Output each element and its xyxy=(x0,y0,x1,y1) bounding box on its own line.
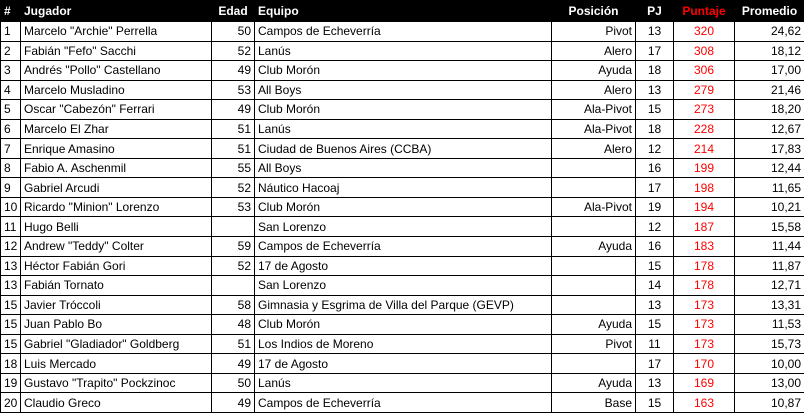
cell-position xyxy=(552,217,636,237)
cell-age: 51 xyxy=(212,119,255,139)
cell-rank: 3 xyxy=(1,61,21,81)
cell-games: 13 xyxy=(636,373,674,393)
cell-player: Andrew "Teddy" Colter xyxy=(21,237,212,257)
cell-games: 18 xyxy=(636,119,674,139)
cell-position: Ayuda xyxy=(552,315,636,335)
cell-points: 183 xyxy=(674,237,735,257)
cell-rank: 10 xyxy=(1,197,21,217)
cell-team: Gimnasia y Esgrima de Villa del Parque (GEVP) xyxy=(255,295,552,315)
table-row xyxy=(1,393,804,413)
cell-position: Alero xyxy=(552,80,636,100)
table-row xyxy=(1,80,804,100)
cell-position xyxy=(552,276,636,296)
cell-position xyxy=(552,354,636,374)
cell-age: 49 xyxy=(212,100,255,120)
cell-rank: 15 xyxy=(1,334,21,354)
header-age: Edad xyxy=(212,1,255,22)
cell-player: Marcelo "Archie" Perrella xyxy=(21,22,212,42)
table-row xyxy=(1,373,804,393)
header-player: Jugador xyxy=(21,1,212,22)
header-rank: # xyxy=(1,1,21,22)
cell-age: 51 xyxy=(212,139,255,159)
table-row xyxy=(1,334,804,354)
header-games: PJ xyxy=(636,1,674,22)
cell-average: 15,73 xyxy=(735,334,804,354)
cell-average: 21,46 xyxy=(735,80,804,100)
cell-games: 19 xyxy=(636,197,674,217)
cell-team: All Boys xyxy=(255,158,552,178)
cell-rank: 12 xyxy=(1,237,21,257)
cell-average: 10,87 xyxy=(735,393,804,413)
cell-points: 214 xyxy=(674,139,735,159)
cell-average: 11,44 xyxy=(735,237,804,257)
cell-player: Enrique Amasino xyxy=(21,139,212,159)
cell-average: 10,21 xyxy=(735,197,804,217)
cell-age: 51 xyxy=(212,334,255,354)
cell-player: Fabián "Fefo" Sacchi xyxy=(21,41,212,61)
cell-points: 320 xyxy=(674,22,735,42)
cell-team: San Lorenzo xyxy=(255,217,552,237)
cell-team: All Boys xyxy=(255,80,552,100)
cell-age: 52 xyxy=(212,41,255,61)
cell-position: Ayuda xyxy=(552,237,636,257)
cell-rank: 1 xyxy=(1,22,21,42)
cell-games: 15 xyxy=(636,393,674,413)
cell-games: 15 xyxy=(636,315,674,335)
cell-games: 17 xyxy=(636,41,674,61)
cell-position: Ala-Pivot xyxy=(552,100,636,120)
cell-player: Fabián Tornato xyxy=(21,276,212,296)
cell-team: Club Morón xyxy=(255,61,552,81)
cell-team: Club Morón xyxy=(255,100,552,120)
cell-games: 13 xyxy=(636,295,674,315)
cell-player: Gabriel "Gladiador" Goldberg xyxy=(21,334,212,354)
cell-player: Marcelo Musladino xyxy=(21,80,212,100)
cell-position: Base xyxy=(552,393,636,413)
cell-average: 11,65 xyxy=(735,178,804,198)
table-row xyxy=(1,100,804,120)
cell-rank: 19 xyxy=(1,373,21,393)
cell-games: 17 xyxy=(636,178,674,198)
table-row xyxy=(1,315,804,335)
cell-rank: 9 xyxy=(1,178,21,198)
cell-player: Héctor Fabián Gori xyxy=(21,256,212,276)
cell-age: 50 xyxy=(212,373,255,393)
cell-team: Campos de Echeverría xyxy=(255,237,552,257)
cell-points: 169 xyxy=(674,373,735,393)
cell-average: 18,20 xyxy=(735,100,804,120)
cell-player: Andrés "Pollo" Castellano xyxy=(21,61,212,81)
cell-rank: 15 xyxy=(1,295,21,315)
table-row xyxy=(1,197,804,217)
cell-games: 12 xyxy=(636,217,674,237)
cell-position: Ala-Pivot xyxy=(552,119,636,139)
cell-average: 24,62 xyxy=(735,22,804,42)
cell-age: 52 xyxy=(212,256,255,276)
table-row xyxy=(1,139,804,159)
header-row xyxy=(1,1,804,22)
cell-position xyxy=(552,178,636,198)
cell-average: 13,00 xyxy=(735,373,804,393)
header-team: Equipo xyxy=(255,1,552,22)
cell-points: 279 xyxy=(674,80,735,100)
cell-rank: 20 xyxy=(1,393,21,413)
cell-rank: 6 xyxy=(1,119,21,139)
cell-position: Ayuda xyxy=(552,373,636,393)
cell-rank: 13 xyxy=(1,276,21,296)
cell-age: 48 xyxy=(212,315,255,335)
cell-age xyxy=(212,217,255,237)
cell-points: 163 xyxy=(674,393,735,413)
cell-position: Ala-Pivot xyxy=(552,197,636,217)
cell-player: Javier Tróccoli xyxy=(21,295,212,315)
cell-average: 12,67 xyxy=(735,119,804,139)
cell-age: 58 xyxy=(212,295,255,315)
cell-average: 11,53 xyxy=(735,315,804,335)
cell-player: Hugo Belli xyxy=(21,217,212,237)
cell-games: 18 xyxy=(636,61,674,81)
cell-games: 11 xyxy=(636,334,674,354)
table-body xyxy=(1,22,804,413)
table-row xyxy=(1,256,804,276)
table-row xyxy=(1,217,804,237)
cell-position: Alero xyxy=(552,139,636,159)
cell-points: 194 xyxy=(674,197,735,217)
cell-points: 228 xyxy=(674,119,735,139)
cell-average: 10,00 xyxy=(735,354,804,374)
cell-position: Alero xyxy=(552,41,636,61)
cell-rank: 4 xyxy=(1,80,21,100)
cell-team: Campos de Echeverría xyxy=(255,22,552,42)
cell-rank: 13 xyxy=(1,256,21,276)
cell-average: 11,87 xyxy=(735,256,804,276)
cell-team: Náutico Hacoaj xyxy=(255,178,552,198)
cell-points: 199 xyxy=(674,158,735,178)
cell-points: 273 xyxy=(674,100,735,120)
cell-position xyxy=(552,256,636,276)
table-row xyxy=(1,61,804,81)
cell-average: 13,31 xyxy=(735,295,804,315)
cell-rank: 11 xyxy=(1,217,21,237)
table-row xyxy=(1,178,804,198)
header-points: Puntaje xyxy=(674,1,735,22)
cell-games: 14 xyxy=(636,276,674,296)
cell-player: Fabio A. Aschenmil xyxy=(21,158,212,178)
table-row xyxy=(1,119,804,139)
cell-points: 173 xyxy=(674,295,735,315)
cell-team: Club Morón xyxy=(255,197,552,217)
cell-age xyxy=(212,276,255,296)
cell-age: 53 xyxy=(212,197,255,217)
cell-points: 170 xyxy=(674,354,735,374)
cell-rank: 18 xyxy=(1,354,21,374)
cell-points: 308 xyxy=(674,41,735,61)
cell-games: 17 xyxy=(636,354,674,374)
table-row xyxy=(1,276,804,296)
cell-average: 18,12 xyxy=(735,41,804,61)
cell-average: 17,83 xyxy=(735,139,804,159)
cell-team: Lanús xyxy=(255,119,552,139)
cell-games: 15 xyxy=(636,100,674,120)
cell-team: Lanús xyxy=(255,373,552,393)
cell-age: 49 xyxy=(212,354,255,374)
header-average: Promedio xyxy=(735,1,804,22)
cell-position: Ayuda xyxy=(552,61,636,81)
cell-position: Pivot xyxy=(552,334,636,354)
header-position: Posición xyxy=(552,1,636,22)
table-row xyxy=(1,295,804,315)
cell-rank: 8 xyxy=(1,158,21,178)
cell-team: Ciudad de Buenos Aires (CCBA) xyxy=(255,139,552,159)
cell-games: 16 xyxy=(636,237,674,257)
cell-age: 52 xyxy=(212,178,255,198)
cell-team: San Lorenzo xyxy=(255,276,552,296)
cell-player: Gustavo "Trapito" Pockzinoc xyxy=(21,373,212,393)
cell-games: 15 xyxy=(636,256,674,276)
cell-player: Luis Mercado xyxy=(21,354,212,374)
cell-age: 59 xyxy=(212,237,255,257)
cell-points: 306 xyxy=(674,61,735,81)
cell-team: Campos de Echeverría xyxy=(255,393,552,413)
cell-rank: 7 xyxy=(1,139,21,159)
cell-position: Pivot xyxy=(552,22,636,42)
cell-points: 173 xyxy=(674,315,735,335)
cell-points: 178 xyxy=(674,256,735,276)
cell-points: 187 xyxy=(674,217,735,237)
cell-games: 16 xyxy=(636,158,674,178)
cell-rank: 2 xyxy=(1,41,21,61)
cell-age: 53 xyxy=(212,80,255,100)
cell-average: 17,00 xyxy=(735,61,804,81)
cell-player: Ricardo "Minion" Lorenzo xyxy=(21,197,212,217)
cell-rank: 5 xyxy=(1,100,21,120)
cell-player: Claudio Greco xyxy=(21,393,212,413)
cell-points: 173 xyxy=(674,334,735,354)
cell-games: 13 xyxy=(636,80,674,100)
cell-points: 198 xyxy=(674,178,735,198)
cell-age: 55 xyxy=(212,158,255,178)
cell-age: 49 xyxy=(212,61,255,81)
cell-position xyxy=(552,295,636,315)
cell-average: 12,71 xyxy=(735,276,804,296)
table-row xyxy=(1,354,804,374)
table-row xyxy=(1,22,804,42)
cell-player: Juan Pablo Bo xyxy=(21,315,212,335)
cell-age: 50 xyxy=(212,22,255,42)
cell-team: Club Morón xyxy=(255,315,552,335)
cell-team: 17 de Agosto xyxy=(255,256,552,276)
cell-position xyxy=(552,158,636,178)
cell-games: 12 xyxy=(636,139,674,159)
cell-rank: 15 xyxy=(1,315,21,335)
cell-player: Marcelo El Zhar xyxy=(21,119,212,139)
cell-team: 17 de Agosto xyxy=(255,354,552,374)
cell-games: 13 xyxy=(636,22,674,42)
cell-team: Lanús xyxy=(255,41,552,61)
table-row xyxy=(1,41,804,61)
table-row xyxy=(1,158,804,178)
cell-team: Los Indios de Moreno xyxy=(255,334,552,354)
table-row xyxy=(1,237,804,257)
cell-player: Oscar "Cabezón" Ferrari xyxy=(21,100,212,120)
cell-average: 12,44 xyxy=(735,158,804,178)
cell-player: Gabriel Arcudi xyxy=(21,178,212,198)
cell-average: 15,58 xyxy=(735,217,804,237)
cell-points: 178 xyxy=(674,276,735,296)
cell-age: 49 xyxy=(212,393,255,413)
